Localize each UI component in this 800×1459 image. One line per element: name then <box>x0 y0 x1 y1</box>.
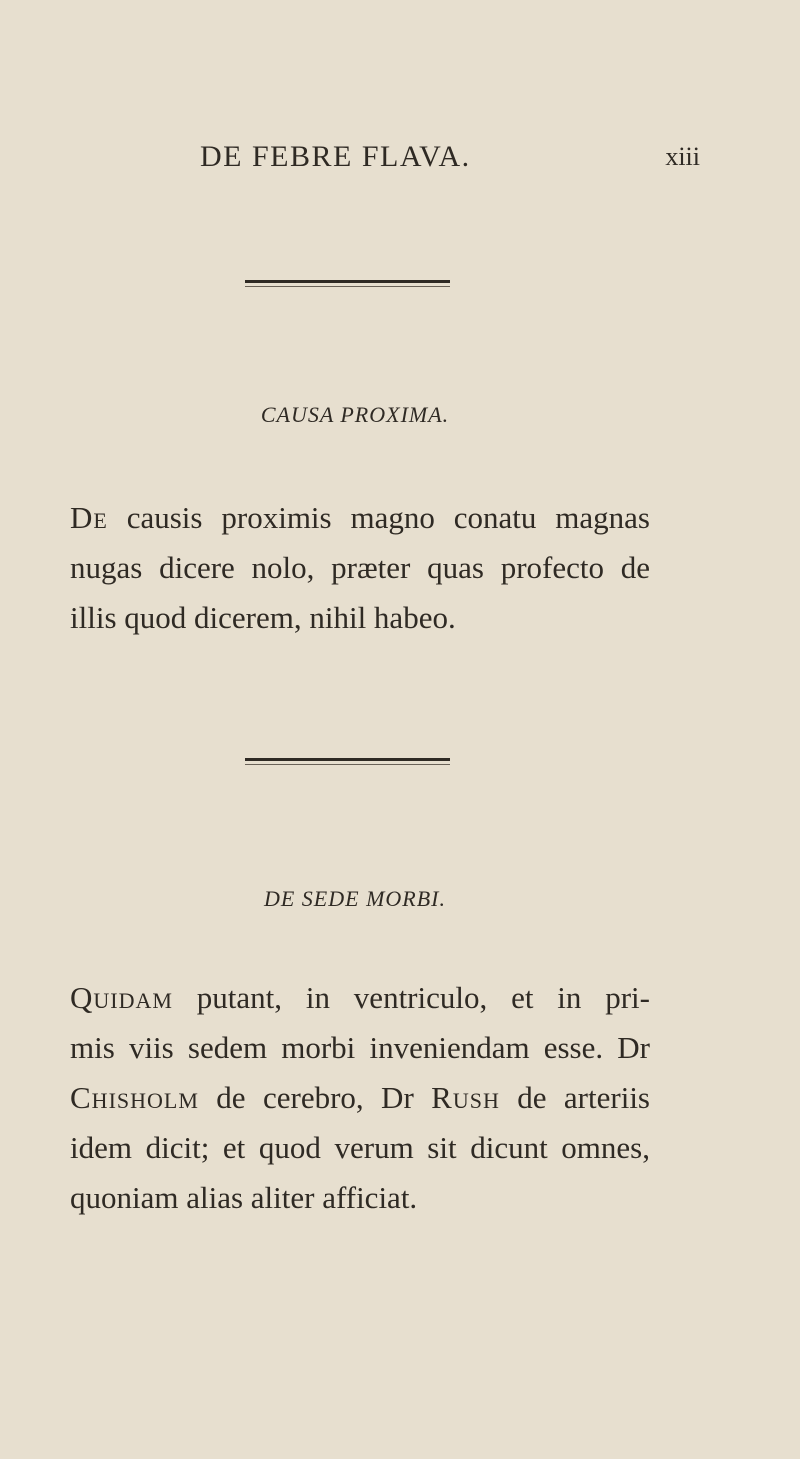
paragraph-causa-proxima <box>70 493 650 643</box>
section-heading-causa-proxima: CAUSA PROXIMA. <box>260 402 450 427</box>
line-text: nugas dicere nolo, præter quas profecto de <box>70 550 650 585</box>
small-caps-lead: Quidam <box>70 980 173 1015</box>
line-text: putant, in ventriculo, et in pri- <box>172 980 650 1015</box>
text-line <box>70 1023 650 1073</box>
text-line <box>70 1073 650 1123</box>
line-text: idem dicit; et quod verum sit dicunt omnes, <box>70 1130 650 1165</box>
paragraph-de-sede-morbi <box>70 973 650 1223</box>
line-text: mis viis sedem morbi inveniendam esse. Dr <box>70 1030 650 1065</box>
small-caps-lead: De <box>70 500 108 535</box>
line-text: quoniam alias aliter afficiat. <box>70 1180 418 1215</box>
section-divider-rule <box>245 280 450 283</box>
small-caps-name: Rush <box>431 1080 500 1115</box>
text-line <box>70 593 650 643</box>
line-text: de arteriis <box>499 1080 650 1115</box>
section-divider-rule <box>245 758 450 761</box>
text-line <box>70 493 650 543</box>
line-text: causis proximis magno conatu magnas <box>107 500 650 535</box>
text-line <box>70 1173 650 1223</box>
running-title: DE FEBRE FLAVA. <box>200 140 471 173</box>
small-caps-name: Chisholm <box>70 1080 199 1115</box>
line-text: de cerebro, Dr <box>198 1080 432 1115</box>
page-number: xiii <box>665 142 700 171</box>
running-head <box>200 140 700 176</box>
section-heading-de-sede-morbi: DE SEDE MORBI. <box>263 886 446 911</box>
text-line <box>70 973 650 1023</box>
text-line <box>70 543 650 593</box>
line-text: illis quod dicerem, nihil habeo. <box>70 600 456 635</box>
text-line <box>70 1123 650 1173</box>
